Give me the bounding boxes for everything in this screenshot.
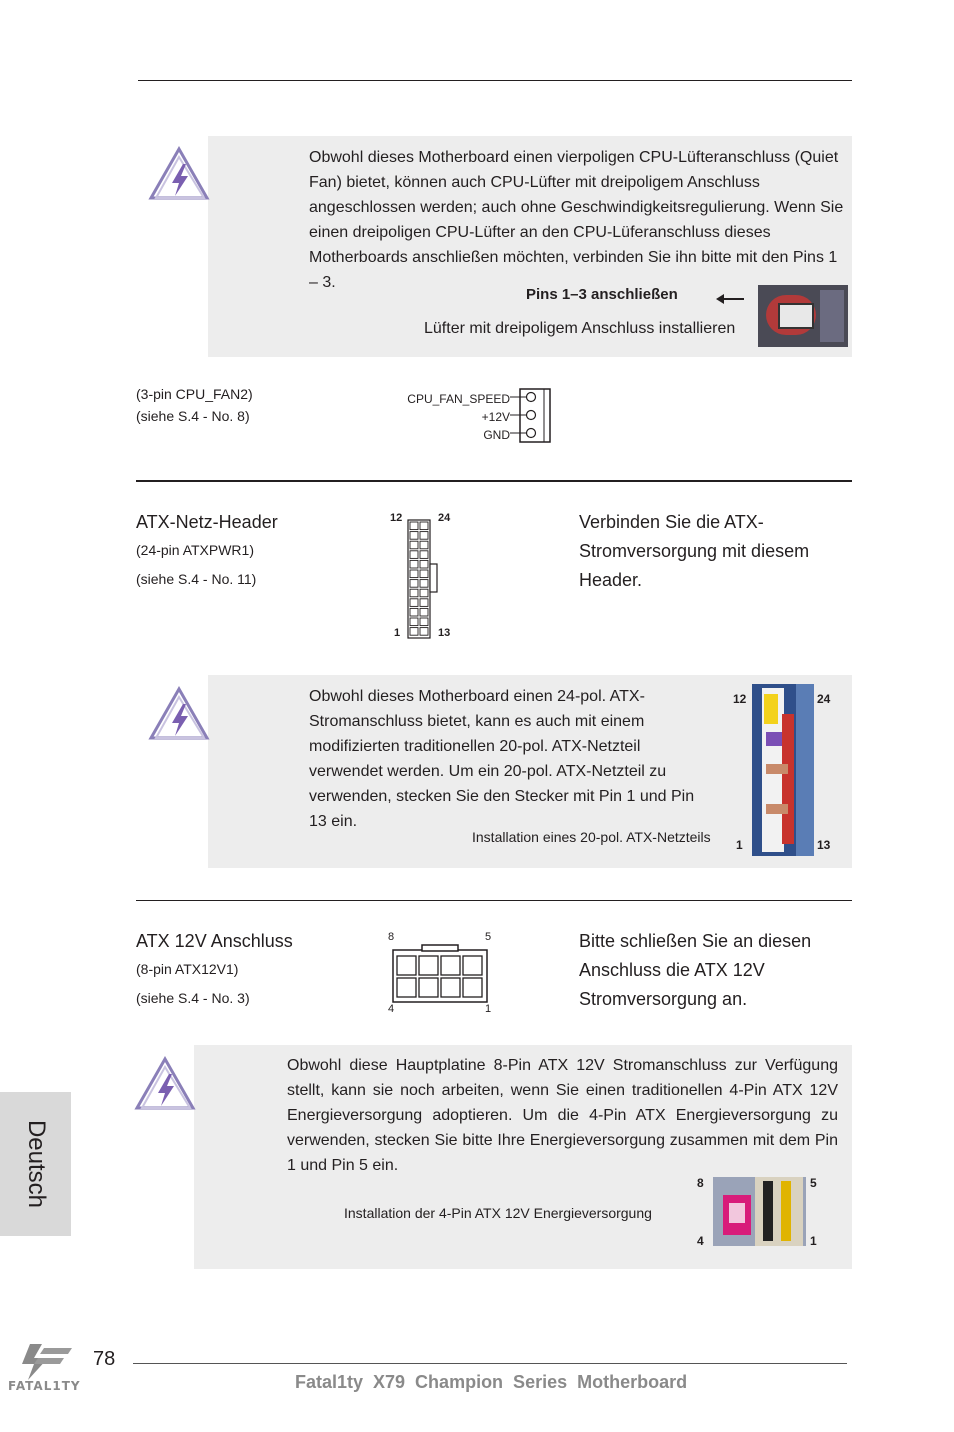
atx12v-connector-photo — [713, 1177, 806, 1246]
atx8-connector-diagram — [392, 944, 488, 1004]
photo3-pin-4: 4 — [697, 1234, 704, 1248]
note1-text: Obwohl dieses Motherboard einen vierpoligen CPU-Lüfteranschluss (Quiet Fan) bietet, können auch CPU-Lüfter mit dreipoligem Anschluss angeschlossen werden; auch ohne Geschwindigkeitsregulierung. Wenn Sie einen dreipoligen CPU-Lüfter an den CPU-Lüferanschluss dieses Motherboards anschließen möchten, verbinden Sie ihn bitte mit den Pins 1 – 3. — [309, 149, 844, 291]
pin-label-speed: CPU_FAN_SPEED — [407, 392, 510, 406]
atx12v-title: ATX 12V Anschluss — [136, 931, 293, 951]
atx12v-desc: Bitte schließen Sie an diesen Anschluss die ATX 12V Stromversorgung an. — [579, 931, 812, 1009]
atx12v-line2: (siehe S.4 - No. 3) — [136, 990, 250, 1006]
atx8-pin — [463, 978, 482, 997]
photo2-pin-24: 24 — [817, 692, 831, 706]
section-rule-2 — [136, 900, 852, 901]
atx-pin-12: 12 — [390, 512, 403, 524]
warning-icon — [148, 146, 210, 202]
atx12v-pin-8: 8 — [388, 931, 395, 943]
atx24-pin — [410, 628, 418, 636]
atx8-pin — [441, 956, 460, 975]
pin-label-gnd: GND — [483, 428, 510, 442]
photo2-pin-1: 1 — [736, 838, 743, 852]
atx24-pin — [420, 628, 428, 636]
atx24-pin — [410, 522, 418, 530]
atx8-pin — [441, 978, 460, 997]
atx24-pin — [420, 551, 428, 559]
photo3-pin-1: 1 — [810, 1234, 817, 1248]
atx8-latch — [422, 945, 458, 951]
cpu-fan2-line1: (3-pin CPU_FAN2) — [136, 386, 253, 402]
atx24-pin — [410, 551, 418, 559]
atx24-pin — [420, 608, 428, 616]
cpu-fan2-pin-labels — [360, 390, 510, 444]
atx8-pin — [419, 978, 438, 997]
atx24-connector-diagram — [406, 518, 440, 640]
atx24-pin — [410, 589, 418, 597]
section-rule-1 — [136, 480, 852, 482]
note2-install-label: Installation eines 20-pol. ATX-Netzteils — [472, 829, 711, 845]
warning-icon — [148, 686, 210, 742]
atx12v-pin-5: 5 — [485, 931, 492, 943]
atx24-pin — [420, 570, 428, 578]
atx24-pin — [420, 599, 428, 607]
note3-install-label: Installation der 4-Pin ATX 12V Energieversorgung — [344, 1205, 652, 1221]
atx24-pin — [420, 580, 428, 588]
atx24-pin — [420, 589, 428, 597]
fatal1ty-logo-text: FATAL1TY — [8, 1379, 81, 1393]
atx24-pin — [410, 599, 418, 607]
warning-icon — [134, 1056, 196, 1112]
atx24-pin — [410, 570, 418, 578]
language-tab-label: Deutsch — [22, 1119, 50, 1209]
atx8-pin — [463, 956, 482, 975]
page-number: 78 — [93, 1348, 116, 1370]
atx24-pin — [410, 560, 418, 568]
fan-connector-photo — [758, 285, 848, 347]
atx24-pin — [420, 522, 428, 530]
atx-power-desc: Verbinden Sie die ATX-Stromversorgung mit diesem Header. — [579, 512, 810, 590]
atx24-pin — [410, 618, 418, 626]
atx24-pin — [410, 580, 418, 588]
atx12v-line1: (8-pin ATX12V1) — [136, 961, 239, 977]
note1-pins-label: Pins 1–3 anschließen — [526, 286, 678, 303]
atx20-connector-photo — [752, 684, 814, 856]
atx-power-title: ATX-Netz-Header — [136, 512, 278, 532]
atx-power-line1: (24-pin ATXPWR1) — [136, 542, 254, 558]
atx-power-line2: (siehe S.4 - No. 11) — [136, 571, 257, 587]
cpu-fan2-line2: (siehe S.4 - No. 8) — [136, 408, 250, 424]
note1-install-label: Lüfter mit dreipoligem Anschluss installieren — [424, 320, 736, 337]
note3-text: Obwohl diese Hauptplatine 8-Pin ATX 12V Stromanschluss zur Verfügung stellt, kann sie noch arbeiten, wenn Sie einen traditionellen 4-Pin ATX 12V Energieversorgung adoptieren. Um die 4-Pin ATX Energieversorgung zu verwenden, stecken Sie bitte Ihre Energieversorgung zusammen mit dem Pin 1 und Pin 5 ein. — [287, 1057, 838, 1174]
cpu-fan2-connector-diagram — [510, 388, 554, 444]
atx12v-pin-1: 1 — [485, 1003, 492, 1015]
atx24-latch — [430, 564, 437, 592]
atx8-pin — [397, 978, 416, 997]
top-rule — [138, 80, 852, 81]
photo2-pin-12: 12 — [733, 692, 747, 706]
pin-label-12v: +12V — [481, 410, 510, 424]
atx24-pin — [410, 541, 418, 549]
atx24-pin — [410, 608, 418, 616]
arrow-left-icon — [716, 292, 746, 306]
footer-rule — [133, 1363, 847, 1364]
atx8-pin — [419, 956, 438, 975]
photo3-pin-8: 8 — [697, 1176, 704, 1190]
atx24-pin — [420, 618, 428, 626]
atx24-pin — [420, 532, 428, 540]
atx-pin-1: 1 — [394, 627, 401, 639]
atx-pin-13: 13 — [438, 627, 451, 639]
atx-pin-24: 24 — [438, 512, 451, 524]
footer-title: Fatal1ty X79 Champion Series Motherboard — [295, 1372, 688, 1392]
atx24-pin — [420, 541, 428, 549]
atx24-pin — [420, 560, 428, 568]
photo3-pin-5: 5 — [810, 1176, 817, 1190]
language-tab — [0, 1092, 71, 1236]
note2-text: Obwohl dieses Motherboard einen 24-pol. ATX-Stromanschluss bietet, kann es auch mit einem modifizierten traditionellen 20-pol. ATX-Netzteil verwendet werden. Um ein 20-pol. ATX-Netzteil zu verwenden, stecken Sie den Stecker mit Pin 1 und Pin 13 ein. — [309, 688, 695, 830]
atx24-pin — [410, 532, 418, 540]
photo2-pin-13: 13 — [817, 838, 831, 852]
atx8-pin — [397, 956, 416, 975]
atx12v-pin-4: 4 — [388, 1003, 395, 1015]
